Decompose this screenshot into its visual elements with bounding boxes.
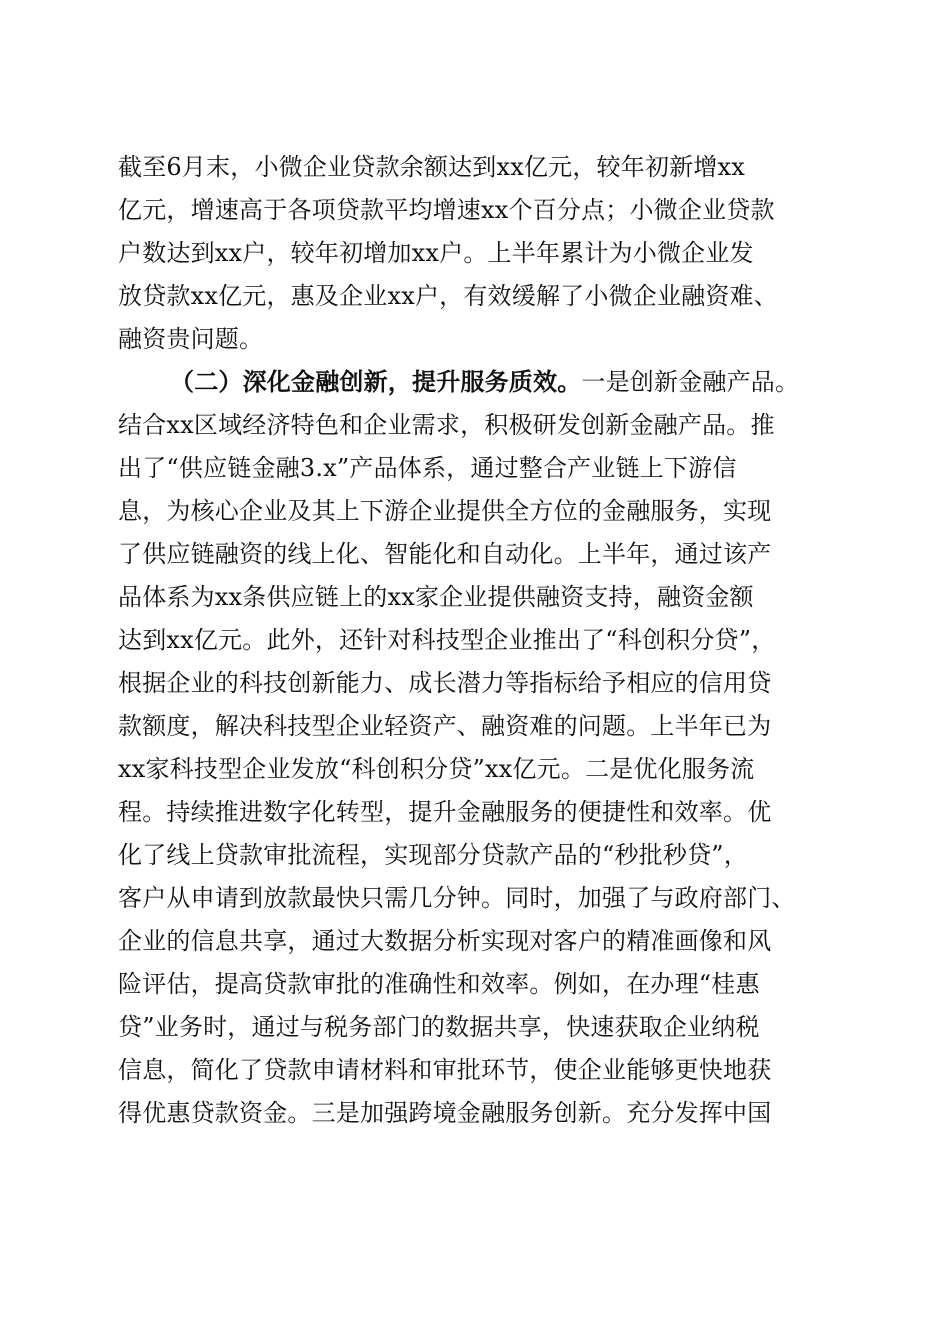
paragraph-2-first-line	[170, 367, 838, 397]
paragraph-2-line: 程。持续推进数字化转型，提升金融服务的便捷性和效率。优	[118, 798, 772, 826]
paragraph-2-line: xx家科技型企业发放“科创积分贷”xx亿元。二是优化服务流	[118, 755, 755, 783]
paragraph-1-line: 融资贵问题。	[118, 325, 264, 353]
paragraph-2-line: 贷”业务时，通过与税务部门的数据共享，快速获取企业纳税	[118, 1013, 760, 1041]
section-heading: （二）深化金融创新，提升服务质效。	[170, 367, 582, 396]
paragraph-2-line: 得优惠贷款资金。三是加强跨境金融服务创新。充分发挥中国	[118, 1099, 772, 1127]
paragraph-2-line: 根据企业的科技创新能力、成长潜力等指标给予相应的信用贷	[118, 669, 772, 697]
paragraph-1-line: 放贷款xx亿元，惠及企业xx户，有效缓解了小微企业融资难、	[118, 282, 778, 310]
paragraph-2-line: 出了“供应链金融3.x”产品体系，通过整合产业链上下游信	[118, 454, 737, 482]
paragraph-2-line: 结合xx区域经济特色和企业需求，积极研发创新金融产品。推	[118, 411, 775, 439]
paragraph-2-line: 信息，简化了贷款申请材料和审批环节，使企业能够更快地获	[118, 1056, 772, 1084]
paragraph-2-line: 款额度，解决科技型企业轻资产、融资难的问题。上半年已为	[118, 712, 772, 740]
paragraph-2-line: 客户从申请到放款最快只需几分钟。同时，加强了与政府部门、	[118, 884, 796, 912]
paragraph-1-line: 截至6月末，小微企业贷款余额达到xx亿元，较年初新增xx	[118, 153, 746, 181]
paragraph-2-line: 化了线上贷款审批流程，实现部分贷款产品的“秒批秒贷”，	[118, 841, 748, 869]
section-heading-rest: 一是创新金融产品。	[581, 368, 800, 396]
paragraph-2-line: 了供应链融资的线上化、智能化和自动化。上半年，通过该产	[118, 540, 772, 568]
paragraph-2-line: 品体系为xx条供应链上的xx家企业提供融资支持，融资金额	[118, 583, 754, 611]
paragraph-1-line: 亿元，增速高于各项贷款平均增速xx个百分点；小微企业贷款	[118, 196, 775, 224]
paragraph-2-line: 息，为核心企业及其上下游企业提供全方位的金融服务，实现	[118, 497, 772, 525]
paragraph-1-line: 户数达到xx户，较年初增加xx户。上半年累计为小微企业发	[118, 239, 754, 267]
paragraph-2-line: 达到xx亿元。此外，还针对科技型企业推出了“科创积分贷”，	[118, 626, 776, 654]
paragraph-2-line: 险评估，提高贷款审批的准确性和效率。例如，在办理“桂惠	[118, 970, 760, 998]
paragraph-2-line: 企业的信息共享，通过大数据分析实现对客户的精准画像和风	[118, 927, 772, 955]
